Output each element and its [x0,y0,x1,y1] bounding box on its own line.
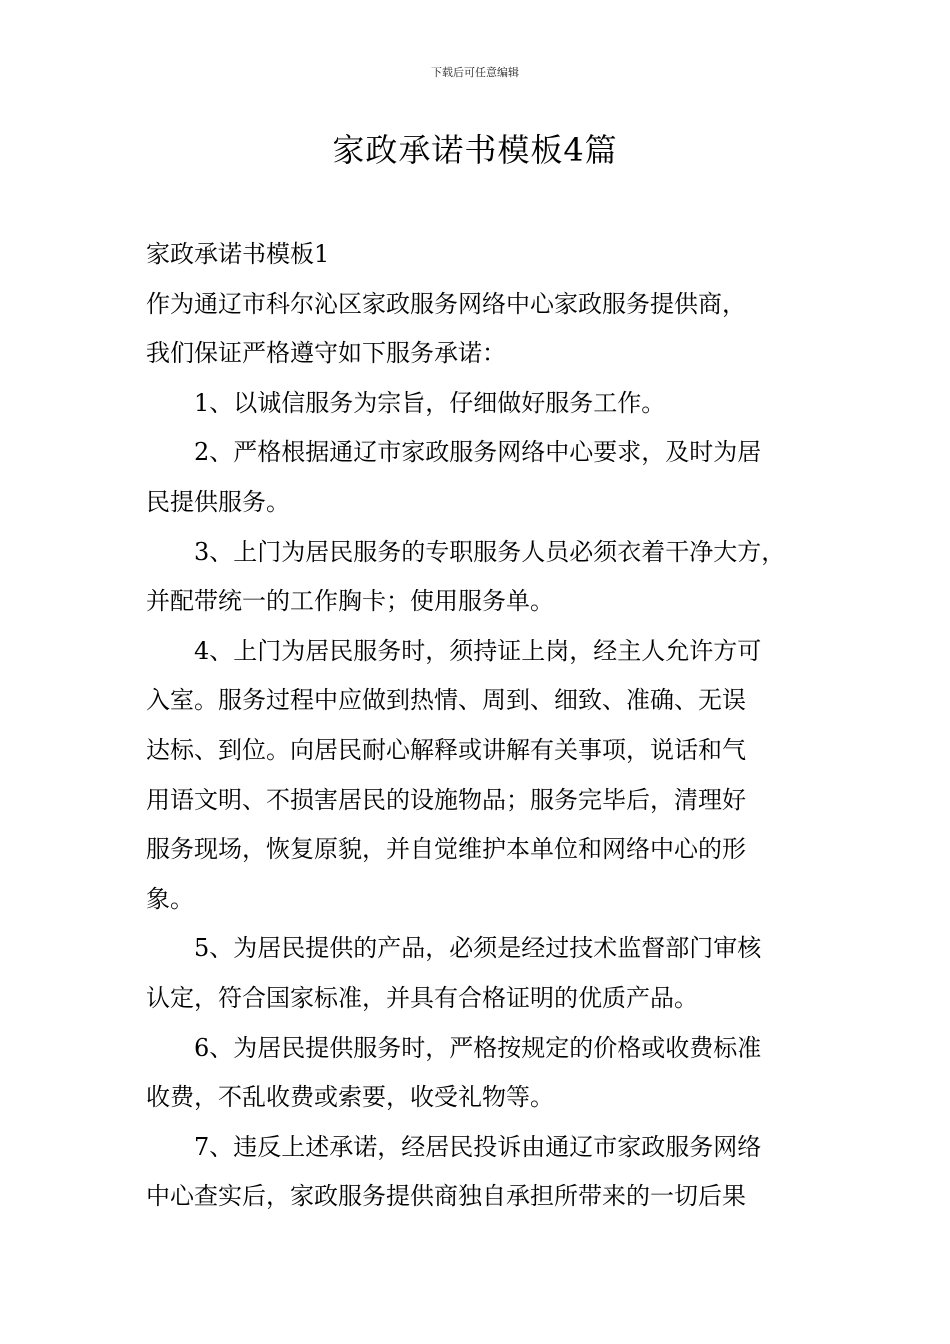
paragraph-line: 达标、到位。向居民耐心解释或讲解有关事项，说话和气 [146,735,746,764]
paragraph-line: 中心查实后，家政服务提供商独自承担所带来的一切后果 [146,1182,746,1211]
document-body [146,230,811,1222]
paragraph-line: 服务现场，恢复原貌，并自觉维护本单位和网络中心的形 [146,835,746,864]
list-item-line: 6、为居民提供服务时，严格按规定的价格或收费标准 [194,1033,762,1062]
list-item-line: 7、违反上述承诺，经居民投诉由通辽市家政服务网络 [194,1132,762,1161]
paragraph-line: 象。 [146,884,194,913]
paragraph-line: 民提供服务。 [146,487,290,516]
paragraph-line: 入室。服务过程中应做到热情、周到、细致、准确、无误 [146,686,746,715]
paragraph-line: 认定，符合国家标准，并具有合格证明的优质产品。 [146,983,698,1012]
list-item-line: 2、严格根据通辽市家政服务网络中心要求，及时为居 [194,438,762,467]
list-item-line: 5、为居民提供的产品，必须是经过技术监督部门审核 [194,934,762,963]
paragraph-line: 作为通辽市科尔沁区家政服务网络中心家政服务提供商， [146,289,746,318]
header-note: 下载后可任意编辑 [431,66,519,79]
list-item-line: 3、上门为居民服务的专职服务人员必须衣着干净大方， [194,537,786,566]
paragraph-line: 用语文明、不损害居民的设施物品；服务完毕后，清理好 [146,785,746,814]
section-heading: 家政承诺书模板1 [146,240,330,268]
list-item-line: 1、以诚信服务为宗旨，仔细做好服务工作。 [194,388,666,417]
paragraph-line: 并配带统一的工作胸卡；使用服务单。 [146,587,554,616]
paragraph-line: 我们保证严格遵守如下服务承诺： [146,339,506,368]
document-title: 家政承诺书模板4篇 [332,131,618,169]
list-item-line: 4、上门为居民服务时，须持证上岗，经主人允许方可 [194,636,762,665]
paragraph-line: 收费，不乱收费或索要，收受礼物等。 [146,1083,554,1112]
